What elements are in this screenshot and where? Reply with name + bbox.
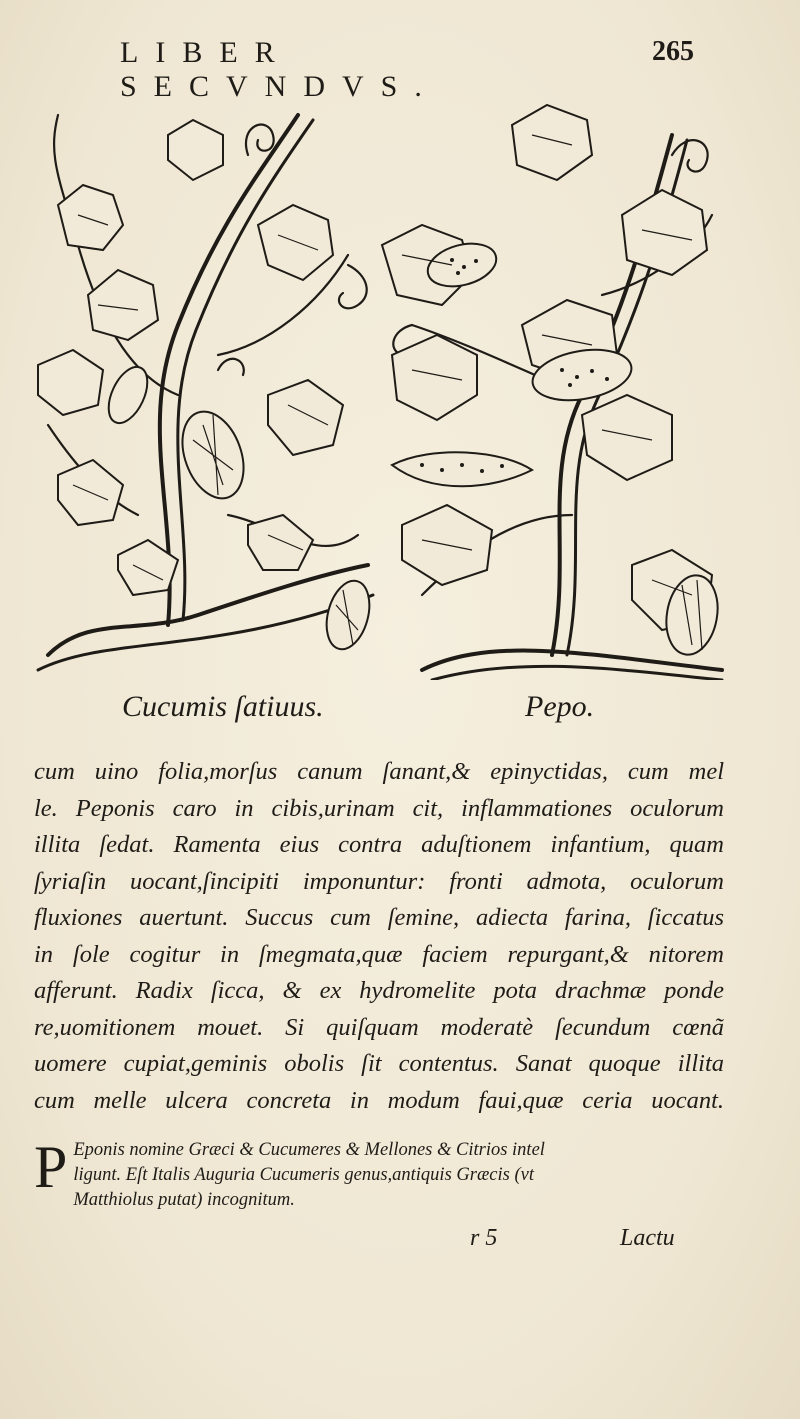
page-number: 265 [652, 36, 694, 67]
body-line: cum melle ulcera concreta in modum faui,quæ ceria uocant. [34, 1086, 724, 1114]
figure-caption-cucumis: Cucumis ſatiuus. [122, 690, 324, 723]
running-head: LIBER SECVNDVS. [120, 36, 439, 103]
body-text [34, 754, 724, 1119]
note-line: Eponis nomine Græci & Cucumeres & Mellones & Citrios intel [73, 1140, 545, 1160]
body-line: le. Peponis caro in cibis,urinam cit, inflammationes oculorum [34, 794, 724, 822]
body-line: ſyriaſin uocant,ſincipiti imponuntur: fronti admota, oculorum [34, 867, 724, 895]
body-line: fluxiones auertunt. Succus cum ſemine, adiecta farina, ſiccatus [34, 904, 724, 931]
drop-cap-initial: P [34, 1134, 68, 1200]
body-line: afferunt. Radix ſicca, & ex hydromelite pota drachmæ ponde [34, 977, 724, 1004]
body-line: uomere cupiat,geminis obolis ſit contentus. Sanat quoque illita [34, 1050, 724, 1077]
body-line: cum uino folia,morſus canum ſanant,& epinyctidas, cum mel [34, 758, 724, 785]
woodcut-cucumis-illustration [18, 95, 380, 680]
catchword: Lactu [620, 1225, 675, 1251]
body-line: re,uomitionem mouet. Si quiſquam moderatè ſecundum cœnã [34, 1013, 724, 1041]
woodcut-pepo-illustration [372, 95, 728, 680]
body-line: illita ſedat. Ramenta eius contra aduſtionem infantium, quam [34, 831, 724, 858]
body-line: in ſole cogitur in ſmegmata,quæ faciem repurgant,& nitorem [34, 940, 724, 968]
note-line: ligunt. Eſt Italis Auguria Cucumeris genus,antiquis Græcis (vt [73, 1165, 534, 1185]
signature-mark: r 5 [470, 1225, 498, 1251]
figure-caption-pepo: Pepo. [525, 690, 595, 723]
annotation-note [34, 1134, 714, 1213]
note-line: Matthiolus putat) incognitum. [73, 1190, 295, 1210]
